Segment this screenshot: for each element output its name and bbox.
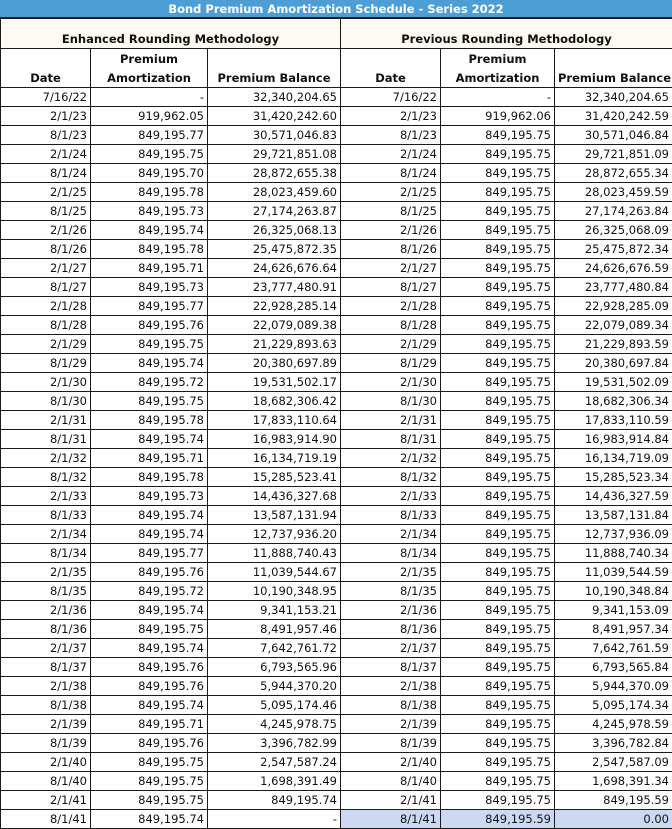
cell-balance-enhanced: 18,682,306.42 — [208, 392, 341, 411]
table-row — [1, 734, 672, 753]
amortization-table — [0, 18, 672, 829]
table-row — [1, 449, 672, 468]
cell-balance-previous: 16,134,719.09 — [555, 449, 672, 468]
table-row — [1, 316, 672, 335]
cell-balance-previous: 18,682,306.34 — [555, 392, 672, 411]
cell-date-previous: 8/1/30 — [341, 392, 441, 411]
cell-date-previous: 8/1/37 — [341, 658, 441, 677]
cell-amortization-enhanced: 849,195.74 — [91, 639, 208, 658]
cell-date-enhanced: 8/1/32 — [1, 468, 91, 487]
cell-date-enhanced: 2/1/31 — [1, 411, 91, 430]
table-row — [1, 506, 672, 525]
cell-date-enhanced: 2/1/40 — [1, 753, 91, 772]
cell-balance-previous: 8,491,957.34 — [555, 620, 672, 639]
cell-date-enhanced: 8/1/25 — [1, 202, 91, 221]
cell-amortization-enhanced: 849,195.74 — [91, 354, 208, 373]
table-row — [1, 544, 672, 563]
cell-balance-previous: 15,285,523.34 — [555, 468, 672, 487]
cell-date-enhanced: 8/1/38 — [1, 696, 91, 715]
cell-amortization-previous: 849,195.75 — [441, 316, 555, 335]
cell-amortization-enhanced: 849,195.71 — [91, 449, 208, 468]
cell-balance-previous: 29,721,851.09 — [555, 145, 672, 164]
cell-date-enhanced: 2/1/38 — [1, 677, 91, 696]
cell-balance-enhanced: 10,190,348.95 — [208, 582, 341, 601]
cell-balance-previous: 22,079,089.34 — [555, 316, 672, 335]
cell-date-enhanced: 8/1/40 — [1, 772, 91, 791]
cell-date-enhanced: 8/1/37 — [1, 658, 91, 677]
cell-date-enhanced: 8/1/26 — [1, 240, 91, 259]
cell-date-previous: 2/1/23 — [341, 107, 441, 126]
cell-amortization-enhanced: 849,195.75 — [91, 335, 208, 354]
cell-amortization-previous: 849,195.75 — [441, 145, 555, 164]
cell-amortization-previous: 849,195.75 — [441, 278, 555, 297]
table-row — [1, 373, 672, 392]
cell-date-previous: 8/1/39 — [341, 734, 441, 753]
cell-amortization-enhanced: 849,195.74 — [91, 525, 208, 544]
cell-balance-enhanced: 28,023,459.60 — [208, 183, 341, 202]
section-header-previous: Previous Rounding Methodology — [341, 19, 672, 49]
table-row — [1, 658, 672, 677]
cell-date-previous: 2/1/33 — [341, 487, 441, 506]
cell-amortization-previous: 849,195.75 — [441, 563, 555, 582]
cell-date-enhanced: 8/1/30 — [1, 392, 91, 411]
cell-date-previous: 2/1/34 — [341, 525, 441, 544]
cell-amortization-previous: 849,195.75 — [441, 639, 555, 658]
column-header-balance-previous: Premium Balance — [555, 49, 672, 88]
cell-date-enhanced: 8/1/31 — [1, 430, 91, 449]
cell-amortization-previous: 849,195.75 — [441, 506, 555, 525]
cell-date-enhanced: 7/16/22 — [1, 88, 91, 107]
table-row — [1, 202, 672, 221]
cell-amortization-enhanced: 849,195.75 — [91, 620, 208, 639]
cell-amortization-previous: 849,195.75 — [441, 677, 555, 696]
table-row — [1, 183, 672, 202]
cell-amortization-enhanced: 849,195.77 — [91, 126, 208, 145]
section-header-enhanced: Enhanced Rounding Methodology — [1, 19, 341, 49]
cell-balance-enhanced: 11,888,740.43 — [208, 544, 341, 563]
cell-balance-previous: 1,698,391.34 — [555, 772, 672, 791]
column-header-amortization-line1-previous: Premium — [441, 49, 555, 67]
cell-date-previous: 2/1/28 — [341, 297, 441, 316]
cell-balance-previous: 28,023,459.59 — [555, 183, 672, 202]
cell-balance-previous: 4,245,978.59 — [555, 715, 672, 734]
cell-balance-previous: 0.00 — [555, 810, 672, 829]
schedule-body — [1, 88, 672, 829]
cell-amortization-previous: 849,195.75 — [441, 449, 555, 468]
cell-amortization-enhanced: 849,195.71 — [91, 715, 208, 734]
cell-balance-previous: 22,928,285.09 — [555, 297, 672, 316]
cell-date-previous: 2/1/40 — [341, 753, 441, 772]
cell-amortization-enhanced: 849,195.78 — [91, 411, 208, 430]
cell-balance-previous: 11,888,740.34 — [555, 544, 672, 563]
cell-balance-previous: 19,531,502.09 — [555, 373, 672, 392]
cell-balance-previous: 14,436,327.59 — [555, 487, 672, 506]
cell-balance-previous: 17,833,110.59 — [555, 411, 672, 430]
cell-amortization-previous: 849,195.75 — [441, 601, 555, 620]
cell-balance-previous: 24,626,676.59 — [555, 259, 672, 278]
cell-amortization-previous: 849,195.75 — [441, 126, 555, 145]
cell-amortization-enhanced: 849,195.78 — [91, 468, 208, 487]
table-row — [1, 753, 672, 772]
cell-balance-enhanced: 5,095,174.46 — [208, 696, 341, 715]
table-row — [1, 297, 672, 316]
cell-amortization-previous: 849,195.75 — [441, 335, 555, 354]
table-row — [1, 335, 672, 354]
cell-balance-enhanced: 5,944,370.20 — [208, 677, 341, 696]
cell-amortization-previous: 849,195.75 — [441, 221, 555, 240]
cell-amortization-enhanced: 849,195.78 — [91, 183, 208, 202]
cell-balance-enhanced: 6,793,565.96 — [208, 658, 341, 677]
cell-date-enhanced: 2/1/23 — [1, 107, 91, 126]
cell-date-enhanced: 2/1/27 — [1, 259, 91, 278]
cell-balance-previous: 28,872,655.34 — [555, 164, 672, 183]
cell-date-previous: 2/1/39 — [341, 715, 441, 734]
cell-amortization-previous: 849,195.75 — [441, 183, 555, 202]
cell-amortization-previous: 849,195.75 — [441, 354, 555, 373]
cell-date-previous: 2/1/32 — [341, 449, 441, 468]
cell-date-enhanced: 2/1/41 — [1, 791, 91, 810]
cell-balance-enhanced: 2,547,587.24 — [208, 753, 341, 772]
table-row — [1, 525, 672, 544]
cell-amortization-enhanced: 849,195.74 — [91, 506, 208, 525]
cell-balance-previous: 13,587,131.84 — [555, 506, 672, 525]
cell-balance-previous: 2,547,587.09 — [555, 753, 672, 772]
cell-balance-enhanced: 849,195.74 — [208, 791, 341, 810]
cell-date-enhanced: 8/1/35 — [1, 582, 91, 601]
cell-date-enhanced: 2/1/30 — [1, 373, 91, 392]
table-row — [1, 563, 672, 582]
cell-date-previous: 2/1/35 — [341, 563, 441, 582]
table-row — [1, 487, 672, 506]
cell-balance-previous: 5,095,174.34 — [555, 696, 672, 715]
cell-amortization-previous: 849,195.75 — [441, 791, 555, 810]
cell-balance-enhanced: 26,325,068.13 — [208, 221, 341, 240]
cell-balance-enhanced: 16,983,914.90 — [208, 430, 341, 449]
cell-balance-enhanced: 15,285,523.41 — [208, 468, 341, 487]
cell-balance-previous: 12,737,936.09 — [555, 525, 672, 544]
column-header-date-enhanced: Date — [1, 49, 91, 88]
cell-amortization-enhanced: 849,195.77 — [91, 297, 208, 316]
table-row — [1, 772, 672, 791]
table-row — [1, 430, 672, 449]
table-row — [1, 126, 672, 145]
cell-balance-enhanced: 22,079,089.38 — [208, 316, 341, 335]
cell-amortization-enhanced: 849,195.70 — [91, 164, 208, 183]
cell-balance-enhanced: 7,642,761.72 — [208, 639, 341, 658]
cell-date-enhanced: 2/1/32 — [1, 449, 91, 468]
cell-balance-previous: 10,190,348.84 — [555, 582, 672, 601]
cell-amortization-enhanced: 849,195.78 — [91, 240, 208, 259]
cell-amortization-enhanced: 919,962.05 — [91, 107, 208, 126]
cell-balance-previous: 27,174,263.84 — [555, 202, 672, 221]
cell-amortization-enhanced: 849,195.75 — [91, 772, 208, 791]
cell-amortization-enhanced: 849,195.76 — [91, 677, 208, 696]
cell-balance-previous: 23,777,480.84 — [555, 278, 672, 297]
cell-date-enhanced: 8/1/27 — [1, 278, 91, 297]
cell-balance-enhanced: 20,380,697.89 — [208, 354, 341, 373]
cell-amortization-enhanced: 849,195.74 — [91, 810, 208, 829]
cell-amortization-previous: 849,195.75 — [441, 468, 555, 487]
cell-amortization-previous: 849,195.75 — [441, 715, 555, 734]
cell-amortization-previous: 849,195.75 — [441, 544, 555, 563]
table-row — [1, 791, 672, 810]
table-row — [1, 88, 672, 107]
cell-date-enhanced: 8/1/33 — [1, 506, 91, 525]
cell-amortization-enhanced: 849,195.76 — [91, 658, 208, 677]
cell-date-previous: 2/1/30 — [341, 373, 441, 392]
cell-date-enhanced: 2/1/25 — [1, 183, 91, 202]
cell-amortization-previous: 849,195.75 — [441, 696, 555, 715]
cell-date-enhanced: 8/1/36 — [1, 620, 91, 639]
cell-date-previous: 8/1/25 — [341, 202, 441, 221]
cell-balance-previous: 30,571,046.84 — [555, 126, 672, 145]
cell-balance-enhanced: 31,420,242.60 — [208, 107, 341, 126]
cell-amortization-previous: 849,195.75 — [441, 164, 555, 183]
cell-date-enhanced: 2/1/37 — [1, 639, 91, 658]
cell-balance-enhanced: 8,491,957.46 — [208, 620, 341, 639]
cell-date-enhanced: 2/1/39 — [1, 715, 91, 734]
table-row — [1, 278, 672, 297]
cell-date-enhanced: 2/1/36 — [1, 601, 91, 620]
cell-date-enhanced: 2/1/34 — [1, 525, 91, 544]
cell-balance-enhanced: 21,229,893.63 — [208, 335, 341, 354]
cell-amortization-previous: 849,195.75 — [441, 259, 555, 278]
cell-amortization-enhanced: 849,195.76 — [91, 316, 208, 335]
cell-balance-enhanced: 22,928,285.14 — [208, 297, 341, 316]
cell-date-previous: 8/1/27 — [341, 278, 441, 297]
cell-amortization-previous: 849,195.75 — [441, 772, 555, 791]
cell-date-enhanced: 8/1/28 — [1, 316, 91, 335]
cell-date-enhanced: 2/1/26 — [1, 221, 91, 240]
table-row — [1, 582, 672, 601]
cell-amortization-previous: 849,195.59 — [441, 810, 555, 829]
cell-balance-enhanced: 14,436,327.68 — [208, 487, 341, 506]
cell-amortization-previous: 849,195.75 — [441, 525, 555, 544]
table-row — [1, 810, 672, 829]
cell-date-enhanced: 2/1/29 — [1, 335, 91, 354]
cell-amortization-enhanced: 849,195.73 — [91, 487, 208, 506]
table-row — [1, 639, 672, 658]
cell-amortization-enhanced: 849,195.77 — [91, 544, 208, 563]
cell-amortization-previous: 849,195.75 — [441, 202, 555, 221]
cell-balance-previous: 16,983,914.84 — [555, 430, 672, 449]
cell-balance-enhanced: 19,531,502.17 — [208, 373, 341, 392]
cell-balance-enhanced: 1,698,391.49 — [208, 772, 341, 791]
cell-amortization-enhanced: 849,195.74 — [91, 221, 208, 240]
cell-date-previous: 2/1/25 — [341, 183, 441, 202]
cell-balance-enhanced: 4,245,978.75 — [208, 715, 341, 734]
cell-date-enhanced: 2/1/35 — [1, 563, 91, 582]
cell-balance-enhanced: 13,587,131.94 — [208, 506, 341, 525]
cell-amortization-enhanced: 849,195.75 — [91, 791, 208, 810]
table-row — [1, 354, 672, 373]
cell-amortization-enhanced: 849,195.76 — [91, 563, 208, 582]
cell-balance-previous: 7,642,761.59 — [555, 639, 672, 658]
cell-balance-previous: 6,793,565.84 — [555, 658, 672, 677]
cell-amortization-previous: 849,195.75 — [441, 411, 555, 430]
cell-balance-enhanced: 12,737,936.20 — [208, 525, 341, 544]
cell-amortization-enhanced: 849,195.72 — [91, 582, 208, 601]
cell-amortization-enhanced: 849,195.75 — [91, 392, 208, 411]
cell-balance-enhanced: 30,571,046.83 — [208, 126, 341, 145]
cell-balance-previous: 849,195.59 — [555, 791, 672, 810]
cell-amortization-previous: 849,195.75 — [441, 392, 555, 411]
cell-amortization-previous: 849,195.75 — [441, 620, 555, 639]
cell-balance-enhanced: 17,833,110.64 — [208, 411, 341, 430]
cell-amortization-previous: 849,195.75 — [441, 297, 555, 316]
cell-date-previous: 8/1/24 — [341, 164, 441, 183]
cell-date-previous: 2/1/24 — [341, 145, 441, 164]
cell-balance-previous: 32,340,204.65 — [555, 88, 672, 107]
column-header-amortization-line2-enhanced: Amortization — [91, 66, 208, 88]
cell-date-previous: 2/1/31 — [341, 411, 441, 430]
cell-amortization-enhanced: 849,195.75 — [91, 145, 208, 164]
cell-balance-enhanced: 24,626,676.64 — [208, 259, 341, 278]
table-row — [1, 468, 672, 487]
cell-date-previous: 8/1/23 — [341, 126, 441, 145]
cell-date-previous: 8/1/31 — [341, 430, 441, 449]
column-header-date-previous: Date — [341, 49, 441, 88]
cell-amortization-previous: - — [441, 88, 555, 107]
cell-date-enhanced: 8/1/24 — [1, 164, 91, 183]
cell-amortization-previous: 849,195.75 — [441, 582, 555, 601]
cell-date-enhanced: 8/1/23 — [1, 126, 91, 145]
cell-amortization-previous: 849,195.75 — [441, 753, 555, 772]
table-row — [1, 164, 672, 183]
cell-amortization-enhanced: 849,195.71 — [91, 259, 208, 278]
cell-balance-previous: 21,229,893.59 — [555, 335, 672, 354]
cell-amortization-previous: 849,195.75 — [441, 240, 555, 259]
cell-date-previous: 8/1/35 — [341, 582, 441, 601]
cell-balance-previous: 9,341,153.09 — [555, 601, 672, 620]
cell-date-previous: 8/1/34 — [341, 544, 441, 563]
cell-date-previous: 8/1/41 — [341, 810, 441, 829]
cell-date-previous: 2/1/27 — [341, 259, 441, 278]
cell-amortization-enhanced: 849,195.75 — [91, 753, 208, 772]
cell-balance-enhanced: 11,039,544.67 — [208, 563, 341, 582]
cell-date-enhanced: 8/1/41 — [1, 810, 91, 829]
cell-date-enhanced: 8/1/39 — [1, 734, 91, 753]
cell-date-previous: 8/1/26 — [341, 240, 441, 259]
table-row — [1, 411, 672, 430]
cell-date-previous: 2/1/41 — [341, 791, 441, 810]
cell-date-enhanced: 8/1/29 — [1, 354, 91, 373]
cell-amortization-enhanced: 849,195.74 — [91, 601, 208, 620]
table-row — [1, 240, 672, 259]
table-row — [1, 221, 672, 240]
cell-date-previous: 8/1/33 — [341, 506, 441, 525]
cell-amortization-previous: 849,195.75 — [441, 487, 555, 506]
column-header-amortization-line2-previous: Amortization — [441, 66, 555, 88]
table-row — [1, 696, 672, 715]
cell-date-previous: 2/1/36 — [341, 601, 441, 620]
cell-amortization-enhanced: 849,195.72 — [91, 373, 208, 392]
cell-balance-enhanced: 32,340,204.65 — [208, 88, 341, 107]
cell-balance-previous: 26,325,068.09 — [555, 221, 672, 240]
cell-amortization-previous: 849,195.75 — [441, 373, 555, 392]
cell-amortization-enhanced: 849,195.73 — [91, 278, 208, 297]
cell-date-previous: 8/1/36 — [341, 620, 441, 639]
cell-balance-previous: 3,396,782.84 — [555, 734, 672, 753]
cell-amortization-previous: 849,195.75 — [441, 658, 555, 677]
table-row — [1, 601, 672, 620]
column-header-balance-enhanced: Premium Balance — [208, 49, 341, 88]
cell-date-previous: 8/1/29 — [341, 354, 441, 373]
column-header-amortization-line1-enhanced: Premium — [91, 49, 208, 67]
cell-balance-enhanced: 3,396,782.99 — [208, 734, 341, 753]
cell-date-previous: 2/1/29 — [341, 335, 441, 354]
cell-amortization-enhanced: 849,195.74 — [91, 696, 208, 715]
cell-balance-enhanced: 28,872,655.38 — [208, 164, 341, 183]
cell-balance-enhanced: - — [208, 810, 341, 829]
cell-date-previous: 8/1/40 — [341, 772, 441, 791]
cell-date-enhanced: 2/1/24 — [1, 145, 91, 164]
cell-balance-enhanced: 9,341,153.21 — [208, 601, 341, 620]
cell-date-enhanced: 8/1/34 — [1, 544, 91, 563]
cell-balance-enhanced: 29,721,851.08 — [208, 145, 341, 164]
cell-date-previous: 2/1/37 — [341, 639, 441, 658]
schedule-title: Bond Premium Amortization Schedule - Series 2022 — [0, 0, 672, 18]
cell-amortization-previous: 849,195.75 — [441, 430, 555, 449]
cell-balance-previous: 25,475,872.34 — [555, 240, 672, 259]
cell-amortization-enhanced: 849,195.74 — [91, 430, 208, 449]
cell-amortization-enhanced: - — [91, 88, 208, 107]
cell-balance-enhanced: 23,777,480.91 — [208, 278, 341, 297]
cell-date-previous: 8/1/28 — [341, 316, 441, 335]
cell-amortization-previous: 919,962.06 — [441, 107, 555, 126]
table-row — [1, 107, 672, 126]
table-row — [1, 715, 672, 734]
cell-date-previous: 2/1/38 — [341, 677, 441, 696]
table-row — [1, 677, 672, 696]
table-row — [1, 259, 672, 278]
cell-balance-previous: 5,944,370.09 — [555, 677, 672, 696]
cell-amortization-enhanced: 849,195.76 — [91, 734, 208, 753]
cell-balance-enhanced: 27,174,263.87 — [208, 202, 341, 221]
table-row — [1, 145, 672, 164]
cell-balance-previous: 31,420,242.59 — [555, 107, 672, 126]
cell-balance-enhanced: 25,475,872.35 — [208, 240, 341, 259]
cell-date-enhanced: 2/1/33 — [1, 487, 91, 506]
cell-amortization-enhanced: 849,195.73 — [91, 202, 208, 221]
table-row — [1, 620, 672, 639]
cell-balance-previous: 20,380,697.84 — [555, 354, 672, 373]
cell-date-previous: 8/1/32 — [341, 468, 441, 487]
cell-balance-enhanced: 16,134,719.19 — [208, 449, 341, 468]
cell-date-previous: 2/1/26 — [341, 221, 441, 240]
table-row — [1, 392, 672, 411]
cell-date-previous: 7/16/22 — [341, 88, 441, 107]
cell-date-previous: 8/1/38 — [341, 696, 441, 715]
cell-date-enhanced: 2/1/28 — [1, 297, 91, 316]
cell-amortization-previous: 849,195.75 — [441, 734, 555, 753]
cell-balance-previous: 11,039,544.59 — [555, 563, 672, 582]
